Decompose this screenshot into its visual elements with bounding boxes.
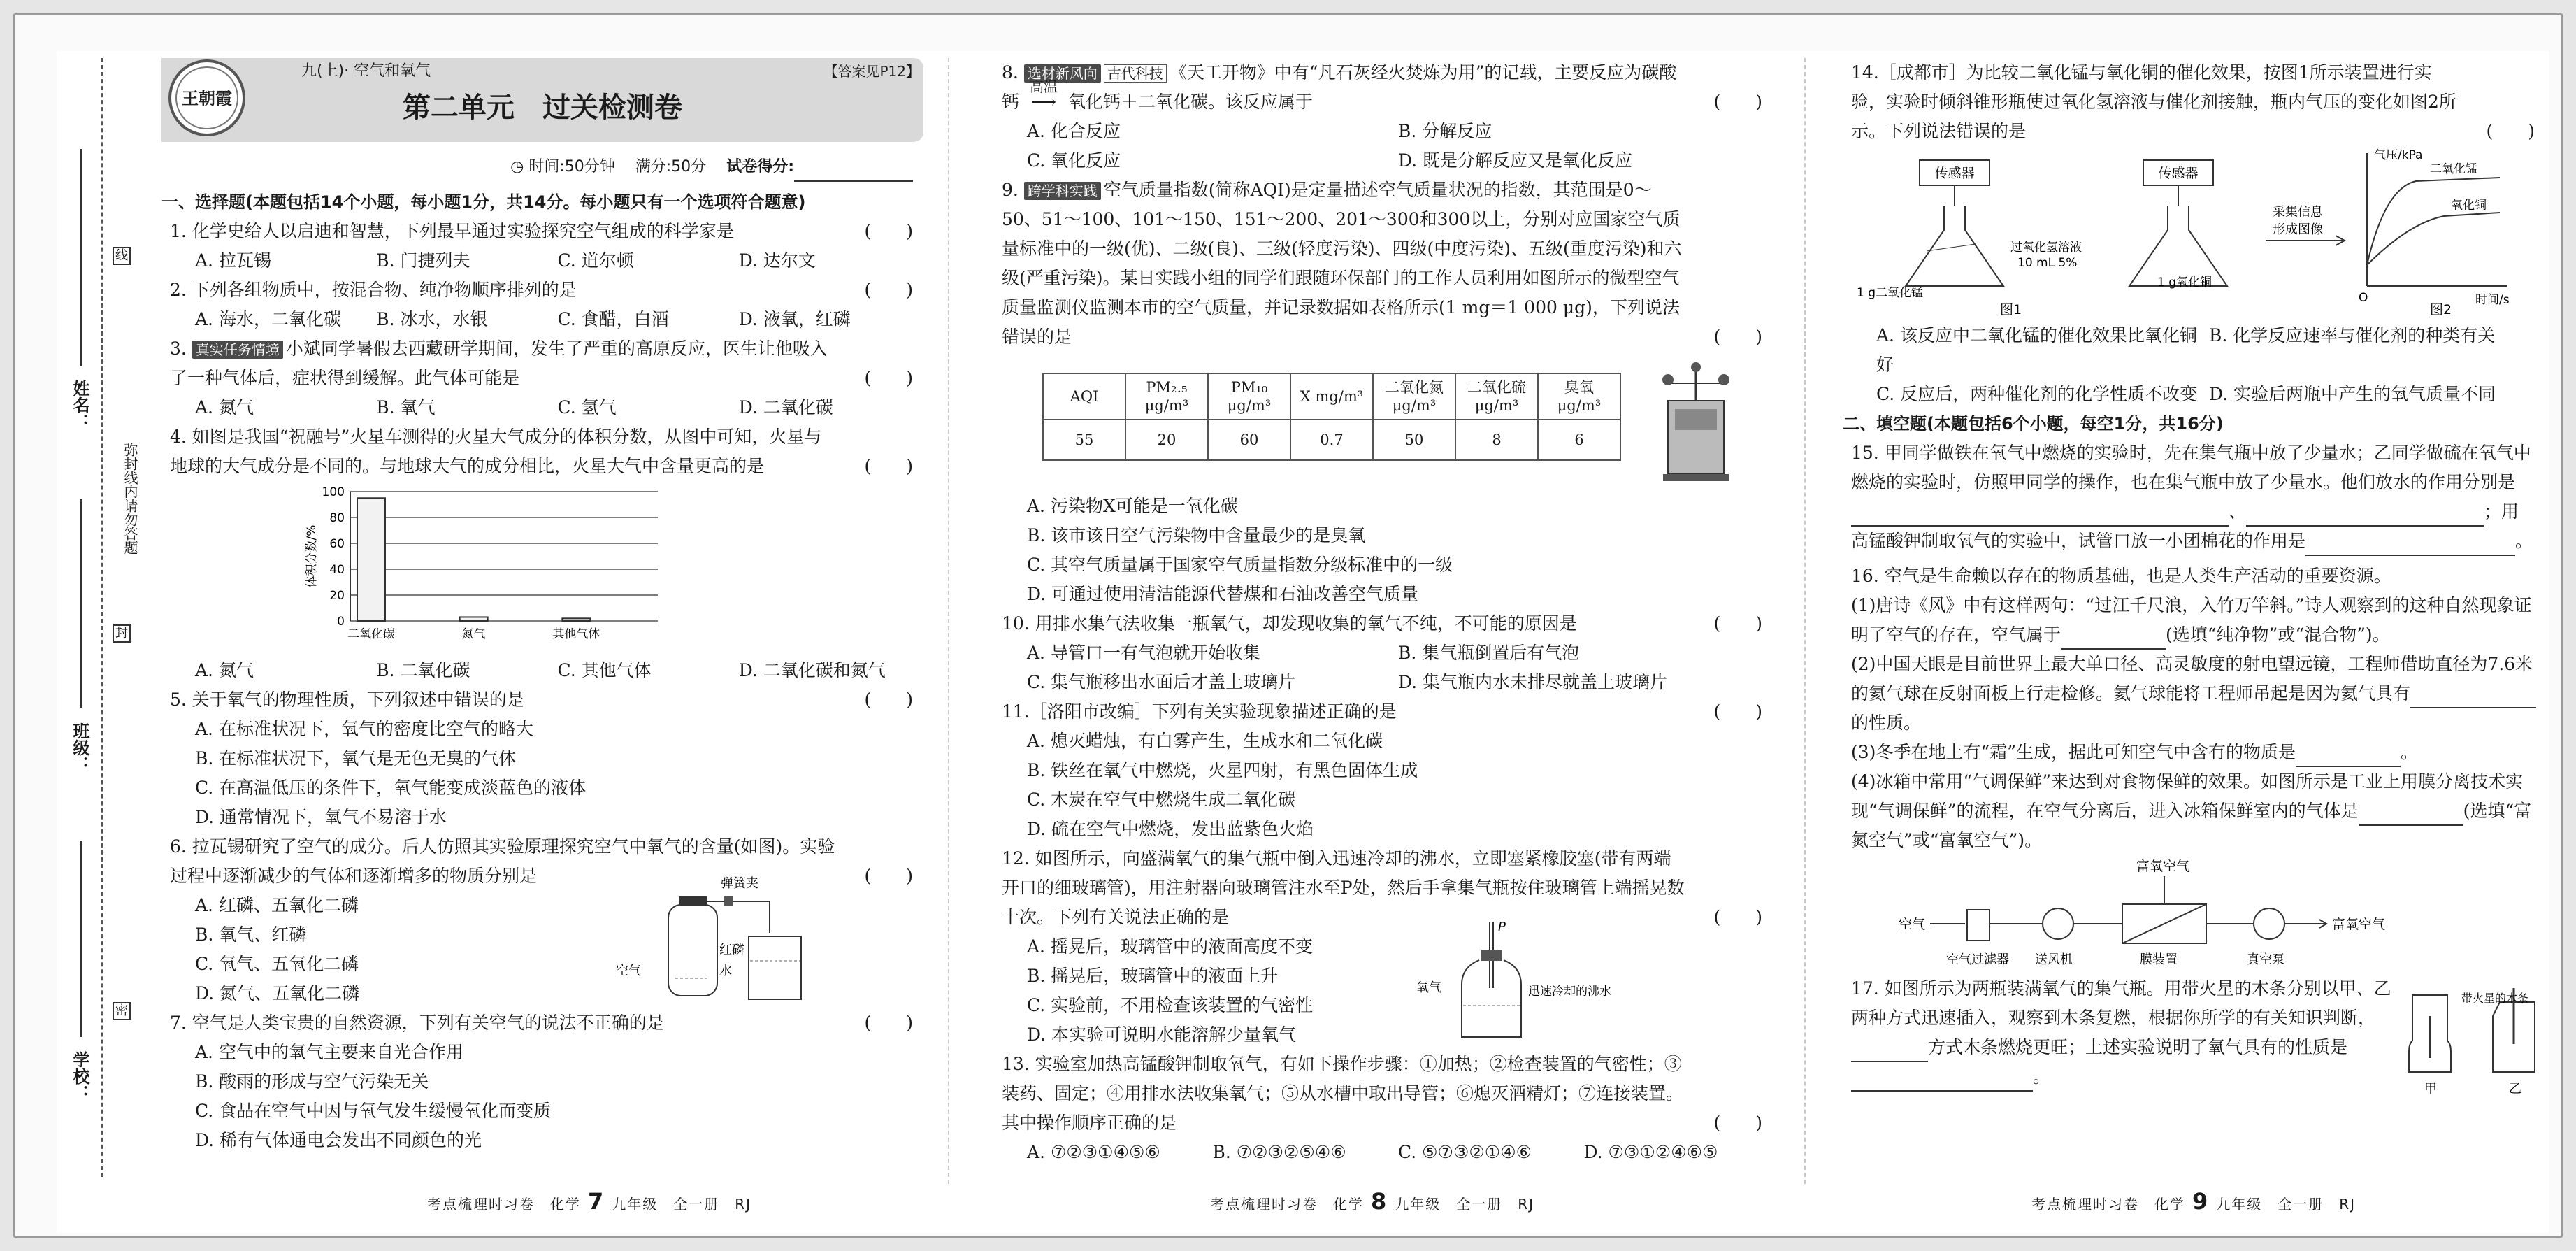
q4-options [170, 656, 920, 685]
volume-label: 10 mL 5% [2017, 256, 2078, 270]
q12-body [993, 920, 1769, 1050]
q3-tag: 真实任务情境 [192, 341, 283, 359]
answer-reference: 【答案见P12】 [823, 63, 920, 80]
q16-blank-2[interactable] [2410, 687, 2536, 708]
q16-part2-text: (2)中国天眼是目前世界上最大单口径、高灵敏度的射电望远镜，工程师借助直径为7.6米的氦气球在反射面板上行走检修。氦气球能将工程师吊起是因为氦气具有 [1851, 654, 2533, 703]
question-17 [1843, 974, 2542, 1096]
q13-stem: 13. 实验室加热高锰酸钾制取氧气，有如下操作步骤：①加热；②检查装置的气密性；③装药、固定；④用排水法收集氧气；⑤从水槽中取出导管；⑥熄灭酒精灯；⑦连接装置。其中操作顺序正确的是 [1002, 1054, 1684, 1133]
series-mno2-label: 二氧化锰 [2430, 162, 2477, 176]
breadcrumb: 九(上)· 空气和氧气 [301, 62, 431, 80]
question-15 [1851, 438, 2542, 556]
table-header: PM₂.₅ μg/m³ [1125, 373, 1208, 420]
question-1 [170, 217, 920, 246]
gas-bottle-apparatus [1413, 918, 1611, 1051]
q16-blank-3[interactable] [2296, 746, 2401, 767]
y-tick-label: 0 [337, 615, 345, 629]
q16-part3-end: 。 [2400, 742, 2418, 762]
boiled-water-label: 迅速冷却的沸水 [1528, 985, 1611, 999]
q10-options [1002, 638, 1769, 697]
x-tick-label: 氮气 [461, 627, 486, 641]
q3-option-b: B. 氧气 [376, 397, 436, 417]
figure-2-label: 图2 [2430, 302, 2452, 317]
q1-option-d: D. 达尔文 [738, 250, 816, 271]
q4-option-d: D. 二氧化碳和氮气 [738, 660, 886, 680]
q5-answer-paren: ( ) [864, 689, 913, 710]
q9-number: 9. [1002, 180, 1019, 200]
q8-stem-part1: 《天工开物》中有“凡石灰经火焚炼为用”的记载，主要反应为碳酸钙 [1002, 62, 1677, 112]
table-cell: 50 [1373, 420, 1455, 460]
q13-options [1002, 1138, 1769, 1167]
q11-option-d: D. 硫在空气中燃烧，发出蓝紫色火焰 [1027, 819, 1314, 839]
q8-number: 8. [1002, 62, 1019, 83]
q6-answer-paren: ( ) [864, 866, 913, 886]
q13-option-c: C. ⑤⑦③②①④⑥ [1398, 1142, 1532, 1162]
score-label: 试卷得分: [726, 158, 794, 176]
page-number-8: 8 [1371, 1188, 1388, 1215]
school-line [80, 841, 82, 1037]
q9-option-d: D. 可通过使用清洁能源代替煤和石油改善空气质量 [1027, 584, 1419, 604]
y-axis-label: 体积分数/% [305, 524, 319, 588]
q14-figures [1843, 146, 2542, 321]
footer-9-grade: 九年级 全一册 RJ [2216, 1196, 2356, 1213]
column-divider-2 [1804, 58, 1806, 1184]
q8-option-c: C. 氧化反应 [1027, 150, 1121, 171]
q6-option-a: A. 红磷、五氧化二磷 [195, 895, 359, 915]
table-cell: 0.7 [1290, 420, 1373, 460]
q7-option-a: A. 空气中的氧气主要来自光合作用 [195, 1042, 463, 1062]
p-label: P [1498, 920, 1506, 934]
table-cell: 6 [1538, 420, 1620, 460]
footer-7-grade: 九年级 全一册 RJ [612, 1196, 752, 1213]
q1-option-b: B. 门捷列夫 [376, 250, 470, 271]
question-14 [1851, 58, 2542, 146]
flow-rich-o2-top: 富氧空气 [2136, 859, 2190, 874]
q13-answer-paren: ( ) [1713, 1113, 1762, 1133]
q8-stem-part2: 氧化钙＋二氧化碳。该反应属于 [1068, 92, 1314, 112]
footer-page-7 [427, 1187, 751, 1219]
binding-instruction: 弥封线内请勿答题 [120, 443, 141, 555]
flow-diagram-svg [1843, 855, 2542, 974]
q17-blank-1[interactable] [1851, 1041, 1928, 1062]
catalyst-experiment-figure [1843, 146, 2542, 321]
class-label: 班级： [70, 722, 90, 773]
x-tick-label: 二氧化碳 [347, 627, 395, 641]
seal-line [101, 58, 103, 1177]
q16-part4-text: (4)冰箱中常用“气调保鲜”来达到对食物保鲜的效果。如图所示是工业上用膜分离技术实现“气调保鲜”的流程，在空气分离后，进入冰箱保鲜室内的气体是 [1851, 771, 2523, 821]
flow-fan-label: 送风机 [2035, 952, 2073, 967]
q17-stem-2: 方式木条燃烧更旺；上述实验说明了氧气具有的性质是 [1928, 1037, 2348, 1057]
y-tick-label: 20 [329, 589, 345, 603]
q12-stem: 12. 如图所示，向盛满氧气的集气瓶中倒入迅速冷却的沸水，立即塞紧橡胶塞(带有两端开口的细玻璃管)，用注射器向玻璃管注水至P处，然后手拿集气瓶按住玻璃管上端摇晃数十次。下列有关说法正确的是 [1002, 848, 1685, 927]
reaction-arrow: 高温 ⟶ [1019, 87, 1068, 117]
q17-blank-2[interactable] [1851, 1071, 2033, 1092]
exam-info [510, 152, 913, 182]
q9-answer-paren: ( ) [1713, 327, 1762, 347]
q16-part1-hint: (选填“纯净物”或“混合物”)。 [2166, 624, 2390, 645]
question-16 [1851, 562, 2542, 591]
table-header: 二氧化硫 μg/m³ [1455, 373, 1538, 420]
q15-separator: 、 [2229, 501, 2247, 522]
q16-part3-text: (3)冬季在地上有“霜”生成，据此可知空气中含有的物质是 [1851, 742, 2296, 762]
q11-option-c: C. 木炭在空气中燃烧生成二氧化碳 [1027, 789, 1296, 810]
q3-option-c: C. 氢气 [557, 397, 617, 417]
footer-page-9 [2031, 1187, 2356, 1219]
air-label: 空气 [616, 964, 641, 978]
mars-atmosphere-chart [301, 481, 920, 656]
q2-stem: 2. 下列各组物质中，按混合物、纯净物顺序排列的是 [170, 280, 577, 300]
page-number-7: 7 [588, 1188, 605, 1215]
series-cuo-label: 氧化铜 [2451, 199, 2487, 213]
column-1 [161, 51, 920, 1233]
clock-icon: ◷ [510, 158, 524, 176]
table-row [1043, 420, 1620, 460]
q6-option-b: B. 氧气、红磷 [195, 924, 307, 945]
question-8 [1002, 58, 1769, 117]
figure-1-label: 图1 [2000, 302, 2022, 317]
section-2-heading: 二、填空题(本题包括6个小题，每空1分，共16分) [1843, 414, 2224, 434]
class-line [80, 499, 82, 708]
q17-stem: 17. 如图所示为两瓶装满氧气的集气瓶。用带火星的木条分别以甲、乙两种方式迅速插入，观察到木条复燃，根据你所学的有关知识判断， [1851, 978, 2391, 1028]
q16-part4-hint: (选填“富氮空气”或“富氧空气”)。 [1851, 801, 2532, 850]
footer-9-text: 考点梳理时习卷 化学 [2031, 1196, 2185, 1213]
page-number-9: 9 [2192, 1188, 2210, 1215]
water-label: 水 [719, 964, 732, 978]
q8-subtag: 古代科技 [1104, 64, 1167, 83]
aqi-table [1042, 373, 1621, 461]
q4-option-c: C. 其他气体 [557, 660, 652, 680]
time-limit: 时间:50分钟 [528, 158, 615, 176]
form-image-label: 形成图像 [2273, 222, 2323, 237]
q12-option-c: C. 实验前，不用检查该装置的气密性 [1027, 995, 1314, 1015]
table-cell: 55 [1043, 420, 1125, 460]
footer-8-text: 考点梳理时习卷 化学 [1210, 1196, 1364, 1213]
q16-part-2 [1851, 650, 2542, 738]
q3-stem: 小斌同学暑假去西藏研学期间，发生了严重的高原反应，医生让他吸入了一种气体后，症状得到缓解。此气体可能是 [170, 338, 828, 388]
q2-option-c: C. 食醋，白酒 [557, 309, 669, 329]
q3-answer-paren: ( ) [864, 368, 913, 388]
school-label: 学校： [70, 1051, 90, 1101]
q5-option-d: D. 通常情况下，氧气不易溶于水 [195, 807, 447, 827]
q15-blank-3[interactable] [2305, 535, 2515, 556]
q14-stem: 14.［成都市］为比较二氧化锰与氧化铜的催化效果，按图1所示装置进行实验，实验时倾斜锥形瓶使过氧化氢溶液与催化剂接触，瓶内气压的变化如图2所示。下列说法错误的是 [1851, 62, 2456, 141]
q15-line3: 高锰酸钾制取氧气的实验中，试管口放一小团棉花的作用是 [1851, 531, 2306, 551]
flow-membrane-label: 膜装置 [2140, 952, 2178, 967]
footer-7-text: 考点梳理时习卷 化学 [427, 1196, 581, 1213]
bar [562, 618, 590, 621]
question-9 [1002, 176, 1769, 352]
q2-option-a: A. 海水，二氧化碳 [195, 309, 341, 329]
table-header-row [1043, 373, 1620, 420]
q7-option-d: D. 稀有气体通电会发出不同颜色的光 [195, 1130, 482, 1150]
q3-option-a: A. 氮气 [195, 397, 254, 417]
bar [460, 617, 488, 621]
table-header: 二氧化氮 μg/m³ [1373, 373, 1455, 420]
q15-stem: 15. 甲同学做铁在氧气中燃烧的实验时，先在集气瓶中放了少量水；乙同学做硫在氧气中燃烧的实验时，仿照甲同学的操作，也在集气瓶中放了少量水。他们放水的作用分别是 [1851, 443, 2531, 492]
collect-info-label: 采集信息 [2273, 205, 2323, 220]
q6-body [161, 876, 920, 1008]
q14-option-c: C. 反应后，两种催化剂的化学性质不改变 [1876, 384, 2198, 404]
q2-option-d: D. 液氧，红磷 [738, 309, 851, 329]
q5-option-b: B. 在标准状况下，氧气是无色无臭的气体 [195, 748, 517, 769]
q11-option-b: B. 铁丝在氧气中燃烧，火星四射，有黑色固体生成 [1027, 760, 1418, 780]
exam-page [57, 51, 2549, 1233]
sensor-label-2: 传感器 [2158, 166, 2199, 181]
q11-answer-paren: ( ) [1713, 701, 1762, 722]
q8-answer-paren: ( ) [1713, 92, 1762, 112]
column-3 [1843, 51, 2542, 1233]
origin-label: O [2359, 291, 2368, 305]
q9-tag: 跨学科实践 [1024, 182, 1101, 200]
q4-option-a: A. 氮气 [195, 660, 254, 680]
seal-mark-seal: 封 [113, 624, 131, 643]
q13-option-b: B. ⑦②③②⑤④⑥ [1212, 1142, 1346, 1162]
y-tick-label: 100 [322, 485, 345, 499]
q2-answer-paren: ( ) [864, 280, 913, 300]
q10-stem: 10. 用排水集气法收集一瓶氧气，却发现收集的氧气不纯，不可能的原因是 [1002, 613, 1577, 634]
q16-stem: 16. 空气是生命赖以存在的物质基础，也是人类生产活动的重要资源。 [1851, 566, 2391, 586]
oxygen-bottles-figure [2395, 974, 2542, 1096]
q1-option-a: A. 拉瓦锡 [195, 250, 271, 271]
flow-pump-label: 真空泵 [2247, 952, 2284, 967]
q12-option-b: B. 摇晃后，玻璃管中的液面上升 [1027, 966, 1279, 986]
question-5 [170, 685, 920, 715]
footer-page-8 [1210, 1187, 1534, 1219]
q12-option-d: D. 本实验可说明水能溶解少量氧气 [1027, 1024, 1297, 1045]
table-cell: 60 [1208, 420, 1290, 460]
page-frame [13, 13, 2563, 1238]
flow-filter-label: 空气过滤器 [1946, 952, 2009, 967]
q16-part1-text: (1)唐诗《风》中有这样两句：“过江千尺浪，入竹万竿斜。”诗人观察到的这种自然现象证明了空气的存在，空气属于 [1851, 595, 2532, 645]
binding-strip [65, 51, 163, 1233]
q17-period: 。 [2033, 1066, 2051, 1087]
question-13 [1002, 1050, 1769, 1138]
q14-option-d: D. 实验后两瓶中产生的氧气质量不同 [2209, 384, 2496, 404]
q6-option-c: C. 氧气、五氧化二磷 [195, 954, 359, 974]
section-1-heading: 一、选择题(本题包括14个小题，每小题1分，共14分。每小题只有一个选项符合题意) [161, 192, 806, 212]
q1-answer-paren: ( ) [864, 221, 913, 241]
q15-line-end: ；用 [2484, 501, 2519, 522]
seal-mark-line: 线 [113, 247, 131, 265]
q14-option-a: A. 该反应中二氧化锰的催化效果比氧化铜好 [1876, 325, 2197, 375]
full-score: 满分:50分 [635, 158, 707, 176]
seal-mark-secret: 密 [113, 1002, 131, 1020]
page-title: 第二单元 过关检测卷 [403, 92, 682, 124]
q11-option-a: A. 熄灭蜡烛，有白雾产生，生成水和二氧化碳 [1027, 731, 1383, 751]
table-cell: 20 [1125, 420, 1208, 460]
q3-options [170, 393, 920, 422]
question-12 [1002, 844, 1769, 932]
cuo-label: 1 g氧化铜 [2157, 276, 2212, 289]
y-tick-label: 40 [329, 563, 345, 577]
q9-option-b: B. 该市该日空气污染物中含量最少的是臭氧 [1027, 525, 1366, 545]
bar-chart-svg [301, 481, 693, 656]
q12-answer-paren: ( ) [1713, 907, 1762, 927]
q15-period: 。 [2515, 531, 2533, 551]
logo-text: 王朝霞 [182, 89, 232, 108]
q14-answer-paren: ( ) [2486, 121, 2535, 141]
q11-stem: 11.［洛阳市改编］下列有关实验现象描述正确的是 [1002, 701, 1397, 722]
question-2 [170, 276, 920, 305]
q7-answer-paren: ( ) [864, 1013, 913, 1033]
q10-option-b: B. 集气瓶倒置后有气泡 [1398, 643, 1580, 663]
q8-option-d: D. 既是分解反应又是氧化反应 [1398, 150, 1633, 171]
oxygen-content-apparatus [609, 870, 819, 1017]
q12-option-a: A. 摇晃后，玻璃管中的液面高度不变 [1027, 936, 1313, 957]
q9-table-area [993, 352, 1769, 492]
flow-rich-o2-out: 富氧空气 [2332, 917, 2386, 932]
q13-option-d: D. ⑦③①②④⑥⑤ [1583, 1142, 1718, 1162]
q16-blank-1[interactable] [2061, 629, 2166, 650]
h2o2-label: 过氧化氢溶液 [2010, 241, 2082, 255]
question-3 [170, 334, 920, 393]
bar [357, 498, 385, 621]
q16-part-3 [1851, 738, 2542, 767]
q8-option-b: B. 分解反应 [1398, 121, 1492, 141]
y-tick-label: 60 [329, 537, 345, 551]
q10-option-c: C. 集气瓶移出水面后才盖上玻璃片 [1027, 672, 1296, 692]
q6-option-d: D. 氮气、五氧化二磷 [195, 983, 360, 1003]
air-monitor-icon [1643, 359, 1748, 485]
q1-option-c: C. 道尔顿 [557, 250, 634, 271]
q10-option-d: D. 集气瓶内水未排尽就盖上玻璃片 [1398, 672, 1668, 692]
q16-part-4 [1851, 767, 2542, 855]
q14-options [1851, 321, 2542, 409]
reaction-condition: 高温 [1030, 78, 1058, 95]
q9-option-a: A. 污染物X可能是一氧化碳 [1027, 496, 1238, 516]
q2-options [170, 305, 920, 334]
q3-option-d: D. 二氧化碳 [738, 397, 833, 417]
column-divider-1 [948, 58, 949, 1184]
q9-stem: 空气质量指数(简称AQI)是定量描述空气质量状况的指数，其范围是0～50、51～100、101～150、151～200、201～300和300以上，分别对应国家空气质量标准中的一级(优)、二级(良)、三级(轻度污染)、四级(中度污染)、五级(重度污染)和六级(严重污染)。某日实践小组的同学们跟随环保部门的工作人员利用如图所示的微型空气质量监测仪监测本市的空气质量，并记录数据如表格所示(1 mg＝1 000 μg)，下列说法错误的是 [1002, 180, 1682, 347]
q16-part2-end: 的性质。 [1851, 713, 1922, 733]
score-blank [794, 161, 913, 182]
q7-option-b: B. 酸雨的形成与空气污染无关 [195, 1071, 429, 1092]
q7-option-c: C. 食品在空气中因与氧气发生缓慢氧化而变质 [195, 1101, 552, 1121]
q8-tag: 选材新风向 [1024, 64, 1101, 83]
time-axis-label: 时间/s [2475, 293, 2510, 307]
q16-part-1 [1851, 591, 2542, 650]
table-header: PM₁₀ μg/m³ [1208, 373, 1290, 420]
q15-blank-1[interactable] [1851, 506, 2229, 527]
question-10 [1002, 609, 1769, 638]
red-phosphorus-label: 红磷 [719, 943, 744, 957]
q1-options [170, 246, 920, 276]
oxygen-label: 氧气 [1416, 980, 1441, 995]
flow-air-label: 空气 [1899, 917, 1926, 932]
stick-label: 带火星的木条 [2461, 992, 2529, 1005]
q16-blank-4[interactable] [2359, 805, 2463, 826]
name-line [80, 149, 82, 366]
header [161, 51, 920, 187]
question-4 [170, 422, 920, 481]
q5-option-c: C. 在高温低压的条件下，氧气能变成淡蓝色的液体 [195, 778, 587, 798]
table-header: 臭氧 μg/m³ [1538, 373, 1620, 420]
mno2-label: 1 g二氧化锰 [1857, 286, 1924, 300]
pressure-axis-label: 气压/kPa [2374, 148, 2423, 162]
q7-stem: 7. 空气是人类宝贵的自然资源，下列有关空气的说法不正确的是 [170, 1013, 664, 1033]
name-label: 姓名： [70, 380, 90, 430]
q10-answer-paren: ( ) [1713, 613, 1762, 634]
clip-label: 弹簧夹 [721, 876, 758, 891]
q6-stem: 6. 拉瓦锡研究了空气的成分。后人仿照其实验原理探究空气中氧气的含量(如图)。实验过程中逐渐减少的气体和逐渐增多的物质分别是 [170, 836, 835, 886]
q4-answer-paren: ( ) [864, 456, 913, 476]
q4-option-b: B. 二氧化碳 [376, 660, 470, 680]
q14-option-b: B. 化学反应速率与催化剂的种类有关 [2209, 325, 2496, 345]
table-cell: 8 [1455, 420, 1538, 460]
bottle-yi-label: 乙 [2509, 1082, 2521, 1096]
q9-option-c: C. 其空气质量属于国家空气质量指数分级标准中的一级 [1027, 555, 1453, 575]
q4-stem: 4. 如图是我国“祝融号”火星车测得的火星大气成分的体积分数，从图中可知，火星与地球的大气成分是不同的。与地球大气的成分相比，火星大气中含量更高的是 [170, 427, 822, 476]
q5-option-a: A. 在标准状况下，氧气的密度比空气的略大 [195, 719, 533, 739]
footer-8-grade: 九年级 全一册 RJ [1395, 1196, 1535, 1213]
y-tick-label: 80 [329, 511, 345, 525]
q5-stem: 5. 关于氧气的物理性质，下列叙述中错误的是 [170, 689, 524, 710]
q10-option-a: A. 导管口一有气泡就开始收集 [1027, 643, 1260, 663]
column-2 [993, 51, 1769, 1233]
table-header: AQI [1043, 373, 1125, 420]
q2-option-b: B. 冰水，水银 [376, 309, 488, 329]
q13-option-a: A. ⑦②③①④⑤⑥ [1027, 1142, 1160, 1162]
q15-blank-2[interactable] [2246, 506, 2484, 527]
question-7 [170, 1008, 920, 1038]
table-header: X mg/m³ [1290, 373, 1373, 420]
q1-stem: 1. 化学史给人以启迪和智慧，下列最早通过实验探究空气组成的科学家是 [170, 221, 734, 241]
membrane-flow-diagram [1843, 855, 2542, 974]
x-tick-label: 其他气体 [552, 627, 600, 641]
q8-option-a: A. 化合反应 [1027, 121, 1121, 141]
sensor-label-1: 传感器 [1934, 166, 1975, 181]
q3-number: 3. [170, 338, 187, 359]
question-11 [1002, 697, 1769, 727]
bottle-jia-label: 甲 [2424, 1082, 2437, 1096]
q8-options [1002, 117, 1769, 176]
